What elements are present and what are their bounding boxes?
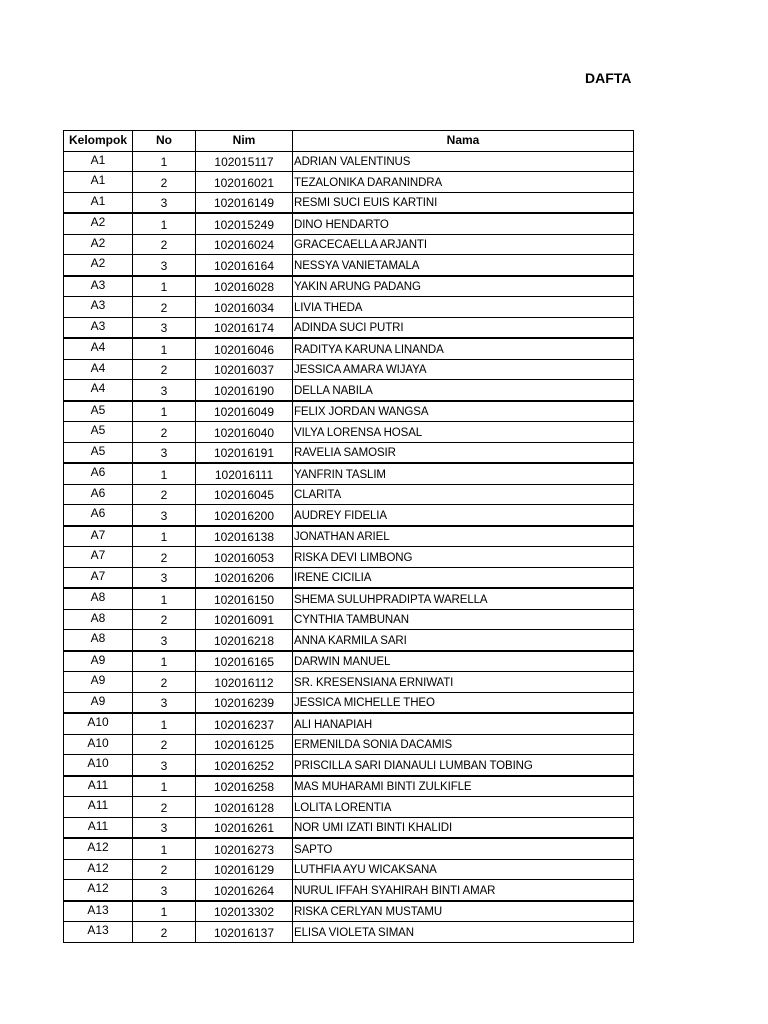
cell-nim: 102016261 [196, 817, 293, 838]
cell-kelompok: A13 [64, 901, 133, 922]
cell-no: 1 [133, 276, 196, 297]
cell-nim: 102016149 [196, 192, 293, 213]
cell-nim: 102016049 [196, 401, 293, 422]
cell-no: 2 [133, 609, 196, 630]
cell-no: 3 [133, 192, 196, 213]
cell-nim: 102016046 [196, 338, 293, 359]
cell-nim: 102016239 [196, 692, 293, 713]
table-row [64, 755, 634, 776]
table-row [64, 401, 634, 422]
cell-kelompok: A1 [64, 172, 133, 193]
cell-kelompok: A5 [64, 442, 133, 463]
cell-kelompok: A4 [64, 359, 133, 380]
cell-no: 2 [133, 922, 196, 943]
cell-kelompok: A3 [64, 297, 133, 318]
cell-nama: ERMENILDA SONIA DACAMIS [293, 734, 634, 755]
cell-nim: 102016128 [196, 797, 293, 818]
cell-nama: PRISCILLA SARI DIANAULI LUMBAN TOBING [293, 755, 634, 776]
cell-nim: 102016190 [196, 380, 293, 401]
table-row [64, 713, 634, 734]
cell-no: 2 [133, 359, 196, 380]
table-row [64, 505, 634, 526]
cell-nim: 102016138 [196, 526, 293, 547]
table-row [64, 526, 634, 547]
table-row [64, 734, 634, 755]
cell-nama: ELISA VIOLETA SIMAN [293, 922, 634, 943]
table-row [64, 317, 634, 338]
cell-nama: YANFRIN TASLIM [293, 463, 634, 484]
cell-no: 2 [133, 797, 196, 818]
cell-no: 2 [133, 547, 196, 568]
cell-nama: RAVELIA SAMOSIR [293, 442, 634, 463]
cell-nama: JESSICA MICHELLE THEO [293, 692, 634, 713]
cell-kelompok: A8 [64, 588, 133, 609]
cell-nim: 102016053 [196, 547, 293, 568]
table-row [64, 338, 634, 359]
cell-nama: JESSICA AMARA WIJAYA [293, 359, 634, 380]
page-title: DAFTA [585, 70, 632, 86]
table-row [64, 588, 634, 609]
table-row [64, 255, 634, 276]
cell-nim: 102016165 [196, 651, 293, 672]
table-row [64, 442, 634, 463]
table-row [64, 484, 634, 505]
cell-nama: SR. KRESENSIANA ERNIWATI [293, 672, 634, 693]
table-row [64, 172, 634, 193]
table-row [64, 567, 634, 588]
cell-kelompok: A6 [64, 505, 133, 526]
cell-kelompok: A13 [64, 922, 133, 943]
cell-no: 3 [133, 505, 196, 526]
cell-nama: RISKA DEVI LIMBONG [293, 547, 634, 568]
cell-kelompok: A3 [64, 317, 133, 338]
cell-kelompok: A6 [64, 484, 133, 505]
cell-no: 2 [133, 484, 196, 505]
cell-no: 1 [133, 213, 196, 234]
cell-no: 1 [133, 463, 196, 484]
cell-kelompok: A4 [64, 380, 133, 401]
cell-no: 2 [133, 734, 196, 755]
cell-nim: 102016112 [196, 672, 293, 693]
cell-no: 1 [133, 526, 196, 547]
column-header-nim: Nim [196, 131, 293, 152]
cell-kelompok: A10 [64, 755, 133, 776]
cell-nim: 102016125 [196, 734, 293, 755]
table-row [64, 859, 634, 880]
cell-nim: 102016237 [196, 713, 293, 734]
cell-no: 2 [133, 859, 196, 880]
cell-no: 3 [133, 442, 196, 463]
cell-kelompok: A5 [64, 422, 133, 443]
table-row [64, 817, 634, 838]
cell-nama: NURUL IFFAH SYAHIRAH BINTI AMAR [293, 880, 634, 901]
table-header-row [64, 131, 634, 152]
cell-nim: 102015249 [196, 213, 293, 234]
cell-nim: 102016028 [196, 276, 293, 297]
cell-nama: JONATHAN ARIEL [293, 526, 634, 547]
cell-no: 3 [133, 880, 196, 901]
table-row [64, 151, 634, 172]
cell-nim: 102016024 [196, 234, 293, 255]
cell-kelompok: A1 [64, 151, 133, 172]
cell-nim: 102016021 [196, 172, 293, 193]
cell-kelompok: A9 [64, 672, 133, 693]
cell-no: 1 [133, 588, 196, 609]
cell-kelompok: A1 [64, 192, 133, 213]
cell-no: 3 [133, 692, 196, 713]
cell-nim: 102016200 [196, 505, 293, 526]
cell-nama: RESMI SUCI EUIS KARTINI [293, 192, 634, 213]
cell-no: 3 [133, 317, 196, 338]
cell-kelompok: A12 [64, 838, 133, 859]
table-row [64, 463, 634, 484]
table-row [64, 630, 634, 651]
cell-kelompok: A10 [64, 734, 133, 755]
cell-nim: 102016191 [196, 442, 293, 463]
cell-kelompok: A5 [64, 401, 133, 422]
cell-kelompok: A12 [64, 880, 133, 901]
cell-kelompok: A9 [64, 651, 133, 672]
cell-no: 1 [133, 838, 196, 859]
table-row [64, 672, 634, 693]
cell-no: 2 [133, 422, 196, 443]
table-row [64, 234, 634, 255]
cell-kelompok: A8 [64, 630, 133, 651]
table-row [64, 880, 634, 901]
table-row [64, 776, 634, 797]
column-header-no: No [133, 131, 196, 152]
cell-kelompok: A9 [64, 692, 133, 713]
cell-nama: ADINDA SUCI PUTRI [293, 317, 634, 338]
cell-no: 1 [133, 338, 196, 359]
cell-nama: TEZALONIKA DARANINDRA [293, 172, 634, 193]
cell-no: 1 [133, 901, 196, 922]
table-row [64, 192, 634, 213]
cell-no: 3 [133, 567, 196, 588]
cell-nim: 102016252 [196, 755, 293, 776]
cell-nim: 102016218 [196, 630, 293, 651]
cell-nim: 102016129 [196, 859, 293, 880]
cell-nama: DINO HENDARTO [293, 213, 634, 234]
table-row [64, 213, 634, 234]
cell-no: 2 [133, 297, 196, 318]
student-group-table [63, 130, 634, 943]
cell-nim: 102016206 [196, 567, 293, 588]
cell-nim: 102016273 [196, 838, 293, 859]
cell-nama: ANNA KARMILA SARI [293, 630, 634, 651]
table-row [64, 276, 634, 297]
table-row [64, 297, 634, 318]
cell-nim: 102016091 [196, 609, 293, 630]
cell-nama: CYNTHIA TAMBUNAN [293, 609, 634, 630]
cell-nim: 102016264 [196, 880, 293, 901]
cell-nim: 102016258 [196, 776, 293, 797]
cell-kelompok: A7 [64, 567, 133, 588]
cell-nama: LIVIA THEDA [293, 297, 634, 318]
cell-nim: 102016111 [196, 463, 293, 484]
cell-nim: 102013302 [196, 901, 293, 922]
table-body [64, 151, 634, 942]
table-row [64, 359, 634, 380]
cell-kelompok: A11 [64, 817, 133, 838]
table-row [64, 380, 634, 401]
cell-nim: 102016174 [196, 317, 293, 338]
cell-nama: NESSYA VANIETAMALA [293, 255, 634, 276]
cell-nim: 102016034 [196, 297, 293, 318]
table-row [64, 901, 634, 922]
cell-kelompok: A2 [64, 255, 133, 276]
cell-nama: RISKA CERLYAN MUSTAMU [293, 901, 634, 922]
cell-nama: LOLITA LORENTIA [293, 797, 634, 818]
cell-no: 2 [133, 672, 196, 693]
cell-nama: SHEMA SULUHPRADIPTA WARELLA [293, 588, 634, 609]
cell-kelompok: A4 [64, 338, 133, 359]
cell-nama: NOR UMI IZATI BINTI KHALIDI [293, 817, 634, 838]
cell-nama: FELIX JORDAN WANGSA [293, 401, 634, 422]
cell-nama: SAPTO [293, 838, 634, 859]
column-header-kelompok: Kelompok [64, 131, 133, 152]
cell-nim: 102016040 [196, 422, 293, 443]
cell-no: 1 [133, 776, 196, 797]
cell-no: 1 [133, 713, 196, 734]
cell-nama: VILYA LORENSA HOSAL [293, 422, 634, 443]
cell-nama: LUTHFIA AYU WICAKSANA [293, 859, 634, 880]
cell-kelompok: A7 [64, 547, 133, 568]
cell-no: 2 [133, 234, 196, 255]
cell-kelompok: A2 [64, 234, 133, 255]
cell-nama: ALI HANAPIAH [293, 713, 634, 734]
cell-nama: AUDREY FIDELIA [293, 505, 634, 526]
cell-no: 3 [133, 755, 196, 776]
cell-nama: CLARITA [293, 484, 634, 505]
table-row [64, 922, 634, 943]
table-row [64, 609, 634, 630]
cell-no: 3 [133, 380, 196, 401]
column-header-nama: Nama [293, 131, 634, 152]
table-row [64, 422, 634, 443]
cell-kelompok: A12 [64, 859, 133, 880]
table-row [64, 692, 634, 713]
cell-nim: 102015117 [196, 151, 293, 172]
table-row [64, 838, 634, 859]
cell-nama: YAKIN ARUNG PADANG [293, 276, 634, 297]
cell-nama: DELLA NABILA [293, 380, 634, 401]
cell-nim: 102016037 [196, 359, 293, 380]
cell-nim: 102016137 [196, 922, 293, 943]
cell-kelompok: A6 [64, 463, 133, 484]
cell-no: 1 [133, 151, 196, 172]
cell-no: 3 [133, 630, 196, 651]
cell-nama: DARWIN MANUEL [293, 651, 634, 672]
cell-nama: MAS MUHARAMI BINTI ZULKIFLE [293, 776, 634, 797]
table-row [64, 797, 634, 818]
cell-kelompok: A3 [64, 276, 133, 297]
cell-kelompok: A7 [64, 526, 133, 547]
cell-kelompok: A11 [64, 797, 133, 818]
cell-nama: IRENE CICILIA [293, 567, 634, 588]
cell-nim: 102016164 [196, 255, 293, 276]
table-row [64, 547, 634, 568]
cell-nama: RADITYA KARUNA LINANDA [293, 338, 634, 359]
cell-kelompok: A8 [64, 609, 133, 630]
cell-no: 1 [133, 651, 196, 672]
cell-nim: 102016150 [196, 588, 293, 609]
cell-kelompok: A10 [64, 713, 133, 734]
cell-no: 2 [133, 172, 196, 193]
cell-no: 3 [133, 255, 196, 276]
cell-nama: ADRIAN VALENTINUS [293, 151, 634, 172]
cell-nama: GRACECAELLA ARJANTI [293, 234, 634, 255]
cell-kelompok: A11 [64, 776, 133, 797]
cell-nim: 102016045 [196, 484, 293, 505]
cell-no: 3 [133, 817, 196, 838]
cell-kelompok: A2 [64, 213, 133, 234]
table-row [64, 651, 634, 672]
cell-no: 1 [133, 401, 196, 422]
